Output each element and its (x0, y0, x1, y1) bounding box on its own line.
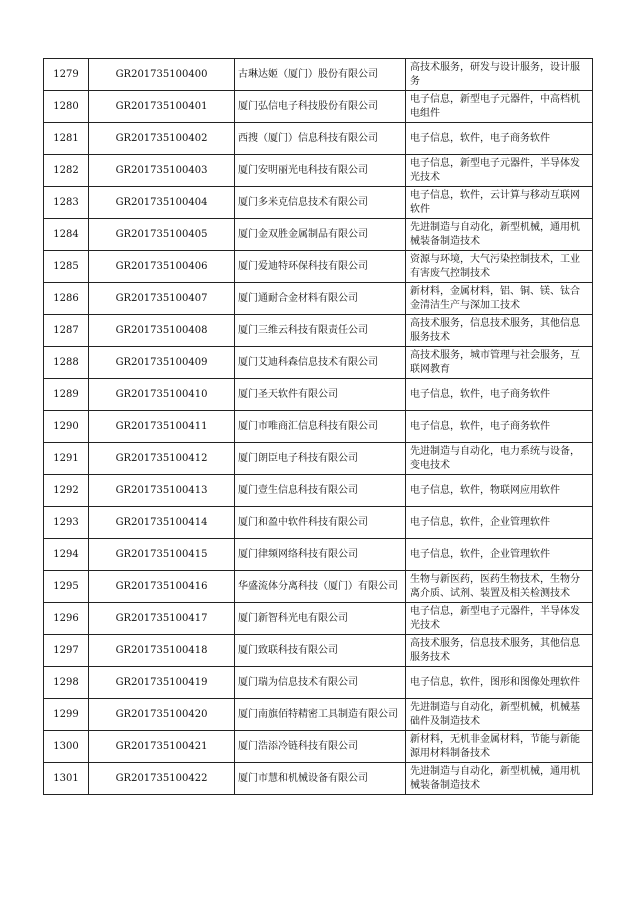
technology-field (406, 379, 593, 411)
certificate-code (89, 635, 235, 667)
row-number (44, 507, 89, 539)
row-number (44, 699, 89, 731)
company-name-text: 厦门爱迪特环保科技有限公司 (238, 260, 368, 272)
row-number-text: 1284 (53, 228, 79, 240)
company-name-text: 厦门和盈中软件科技有限公司 (238, 516, 368, 528)
row-number-text: 1290 (53, 420, 79, 432)
certificate-code-text: GR201735100421 (115, 740, 208, 752)
company-name (235, 699, 406, 731)
certificate-code-text: GR201735100403 (115, 164, 208, 176)
row-number (44, 411, 89, 443)
certificate-code (89, 699, 235, 731)
certificate-code (89, 603, 235, 635)
table-row (44, 635, 593, 667)
technology-field-text: 新材料，无机非金属材料，节能与新能源用材料制备技术 (410, 733, 580, 759)
certificate-code-text: GR201735100404 (115, 196, 208, 208)
company-name (235, 251, 406, 283)
company-name-text: 厦门朗臣电子科技有限公司 (238, 452, 358, 464)
certificate-code-text: GR201735100412 (115, 452, 208, 464)
technology-field-text: 电子信息，新型电子元器件，中高档机电组件 (410, 93, 580, 119)
company-name-text: 厦门通耐合金材料有限公司 (238, 292, 358, 304)
table-row (44, 603, 593, 635)
technology-field-text: 电子信息，软件，图形和图像处理软件 (410, 676, 580, 688)
technology-field (406, 347, 593, 379)
row-number (44, 91, 89, 123)
technology-field-text: 电子信息，软件，物联网应用软件 (410, 484, 560, 496)
company-name-text: 厦门弘信电子科技股份有限公司 (238, 100, 378, 112)
company-name (235, 59, 406, 91)
certificate-code (89, 347, 235, 379)
certificate-table (43, 58, 593, 795)
company-name-text: 厦门新智科光电有限公司 (238, 612, 348, 624)
certificate-code-text: GR201735100418 (115, 644, 208, 656)
company-name (235, 507, 406, 539)
technology-field (406, 507, 593, 539)
certificate-code-text: GR201735100410 (115, 388, 208, 400)
technology-field-text: 先进制造与自动化，电力系统与设备，变电技术 (410, 445, 580, 471)
company-name-text: 厦门市慧和机械设备有限公司 (238, 772, 368, 784)
company-name-text: 厦门壹生信息科技有限公司 (238, 484, 358, 496)
table-row (44, 59, 593, 91)
row-number (44, 283, 89, 315)
certificate-code-text: GR201735100417 (115, 612, 208, 624)
certificate-code-text: GR201735100422 (115, 772, 208, 784)
certificate-code (89, 411, 235, 443)
company-name (235, 667, 406, 699)
technology-field (406, 443, 593, 475)
table-row (44, 731, 593, 763)
certificate-code (89, 123, 235, 155)
company-name (235, 155, 406, 187)
table-row (44, 443, 593, 475)
table-row (44, 571, 593, 603)
company-name (235, 411, 406, 443)
technology-field-text: 先进制造与自动化，新型机械，通用机械装备制造技术 (410, 221, 580, 247)
certificate-code-text: GR201735100419 (115, 676, 208, 688)
row-number (44, 763, 89, 795)
company-name (235, 603, 406, 635)
table-row (44, 315, 593, 347)
certificate-code (89, 571, 235, 603)
row-number (44, 315, 89, 347)
certificate-code (89, 91, 235, 123)
row-number (44, 59, 89, 91)
technology-field-text: 先进制造与自动化，新型机械，机械基础件及制造技术 (410, 701, 580, 727)
technology-field-text: 先进制造与自动化，新型机械，通用机械装备制造技术 (410, 765, 580, 791)
technology-field (406, 91, 593, 123)
company-name (235, 635, 406, 667)
certificate-code (89, 283, 235, 315)
certificate-code (89, 539, 235, 571)
certificate-code-text: GR201735100420 (115, 708, 208, 720)
company-name-text: 厦门浩添冷链科技有限公司 (238, 740, 358, 752)
certificate-code-text: GR201735100408 (115, 324, 208, 336)
table-row (44, 699, 593, 731)
company-name (235, 347, 406, 379)
row-number-text: 1289 (53, 388, 79, 400)
certificate-code (89, 475, 235, 507)
certificate-code (89, 59, 235, 91)
certificate-code (89, 443, 235, 475)
certificate-code (89, 315, 235, 347)
row-number-text: 1288 (53, 356, 79, 368)
technology-field (406, 699, 593, 731)
table-row (44, 763, 593, 795)
certificate-code-text: GR201735100405 (115, 228, 208, 240)
row-number (44, 443, 89, 475)
technology-field (406, 763, 593, 795)
row-number-text: 1283 (53, 196, 79, 208)
company-name (235, 379, 406, 411)
technology-field (406, 187, 593, 219)
company-name-text: 厦门南旗佰特精密工具制造有限公司 (238, 708, 398, 720)
technology-field-text: 电子信息，软件，云计算与移动互联网软件 (410, 189, 580, 215)
row-number-text: 1300 (53, 740, 79, 752)
row-number (44, 539, 89, 571)
row-number-text: 1279 (53, 68, 79, 80)
technology-field-text: 高技术服务，信息技术服务，其他信息服务技术 (410, 317, 580, 343)
row-number-text: 1301 (53, 772, 79, 784)
company-name-text: 厦门三维云科技有限责任公司 (238, 324, 368, 336)
technology-field-text: 电子信息，软件，电子商务软件 (410, 388, 550, 400)
row-number-text: 1287 (53, 324, 79, 336)
row-number (44, 571, 89, 603)
table-body (44, 59, 593, 795)
company-name-text: 古琳达姬（厦门）股份有限公司 (238, 68, 378, 80)
technology-field-text: 生物与新医药，医药生物技术，生物分离介质、试剂、装置及相关检测技术 (410, 573, 580, 599)
table-row (44, 539, 593, 571)
row-number (44, 379, 89, 411)
company-name-text: 西搜（厦门）信息科技有限公司 (238, 132, 378, 144)
row-number-text: 1286 (53, 292, 79, 304)
company-name-text: 华盛流体分离科技（厦门）有限公司 (238, 580, 398, 592)
table-row (44, 251, 593, 283)
technology-field (406, 667, 593, 699)
technology-field-text: 资源与环境，大气污染控制技术，工业有害废气控制技术 (410, 253, 580, 279)
row-number-text: 1299 (53, 708, 79, 720)
company-name (235, 123, 406, 155)
row-number-text: 1291 (53, 452, 79, 464)
technology-field-text: 新材料，金属材料，铝、铜、镁、钛合金清洁生产与深加工技术 (410, 285, 580, 311)
certificate-code (89, 379, 235, 411)
table-row (44, 187, 593, 219)
technology-field (406, 315, 593, 347)
row-number (44, 667, 89, 699)
technology-field-text: 高技术服务，城市管理与社会服务，互联网教育 (410, 349, 580, 375)
certificate-code-text: GR201735100407 (115, 292, 208, 304)
row-number-text: 1294 (53, 548, 79, 560)
table-row (44, 411, 593, 443)
row-number (44, 731, 89, 763)
technology-field (406, 539, 593, 571)
certificate-code-text: GR201735100401 (115, 100, 208, 112)
certificate-code (89, 667, 235, 699)
technology-field (406, 475, 593, 507)
row-number-text: 1280 (53, 100, 79, 112)
technology-field (406, 411, 593, 443)
table-row (44, 475, 593, 507)
row-number-text: 1293 (53, 516, 79, 528)
certificate-code (89, 763, 235, 795)
row-number (44, 187, 89, 219)
technology-field (406, 635, 593, 667)
technology-field-text: 电子信息，软件，电子商务软件 (410, 420, 550, 432)
row-number (44, 155, 89, 187)
certificate-code-text: GR201735100415 (115, 548, 208, 560)
table-row (44, 123, 593, 155)
technology-field (406, 283, 593, 315)
technology-field (406, 123, 593, 155)
row-number-text: 1292 (53, 484, 79, 496)
technology-field (406, 731, 593, 763)
technology-field-text: 电子信息，新型电子元器件，半导体发光技术 (410, 605, 580, 631)
certificate-code-text: GR201735100416 (115, 580, 208, 592)
technology-field (406, 251, 593, 283)
certificate-code-text: GR201735100406 (115, 260, 208, 272)
table-row (44, 667, 593, 699)
row-number (44, 475, 89, 507)
row-number (44, 123, 89, 155)
technology-field (406, 603, 593, 635)
row-number-text: 1285 (53, 260, 79, 272)
row-number (44, 219, 89, 251)
company-name (235, 539, 406, 571)
company-name-text: 厦门市唯商汇信息科技有限公司 (238, 420, 378, 432)
technology-field-text: 高技术服务，信息技术服务，其他信息服务技术 (410, 637, 580, 663)
technology-field (406, 219, 593, 251)
technology-field (406, 571, 593, 603)
row-number (44, 603, 89, 635)
company-name (235, 315, 406, 347)
row-number (44, 251, 89, 283)
row-number-text: 1281 (53, 132, 79, 144)
certificate-code (89, 507, 235, 539)
certificate-code (89, 187, 235, 219)
technology-field-text: 电子信息，软件，企业管理软件 (410, 516, 550, 528)
table-row (44, 379, 593, 411)
company-name-text: 厦门瑞为信息技术有限公司 (238, 676, 358, 688)
technology-field-text: 电子信息，软件，企业管理软件 (410, 548, 550, 560)
company-name (235, 187, 406, 219)
certificate-code-text: GR201735100413 (115, 484, 208, 496)
technology-field (406, 155, 593, 187)
row-number-text: 1296 (53, 612, 79, 624)
table-row (44, 283, 593, 315)
technology-field-text: 电子信息，新型电子元器件，半导体发光技术 (410, 157, 580, 183)
certificate-code (89, 155, 235, 187)
technology-field-text: 高技术服务，研发与设计服务，设计服务 (410, 61, 580, 87)
company-name-text: 厦门律频网络科技有限公司 (238, 548, 358, 560)
company-name (235, 443, 406, 475)
company-name (235, 763, 406, 795)
company-name-text: 厦门艾迪科森信息技术有限公司 (238, 356, 378, 368)
company-name (235, 475, 406, 507)
table-row (44, 347, 593, 379)
certificate-code-text: GR201735100402 (115, 132, 208, 144)
technology-field (406, 59, 593, 91)
company-name-text: 厦门金双胜金属制品有限公司 (238, 228, 368, 240)
table-row (44, 507, 593, 539)
company-name-text: 厦门安明丽光电科技有限公司 (238, 164, 368, 176)
table-row (44, 219, 593, 251)
company-name (235, 731, 406, 763)
table-row (44, 155, 593, 187)
certificate-code-text: GR201735100411 (115, 420, 208, 432)
row-number-text: 1298 (53, 676, 79, 688)
row-number (44, 347, 89, 379)
certificate-code (89, 731, 235, 763)
company-name-text: 厦门致联科技有限公司 (238, 644, 338, 656)
certificate-code-text: GR201735100409 (115, 356, 208, 368)
certificate-code-text: GR201735100400 (115, 68, 208, 80)
row-number-text: 1297 (53, 644, 79, 656)
company-name (235, 91, 406, 123)
certificate-code (89, 219, 235, 251)
row-number (44, 635, 89, 667)
company-name (235, 283, 406, 315)
company-name-text: 厦门圣天软件有限公司 (238, 388, 338, 400)
company-name (235, 571, 406, 603)
row-number-text: 1295 (53, 580, 79, 592)
row-number-text: 1282 (53, 164, 79, 176)
certificate-code-text: GR201735100414 (115, 516, 208, 528)
table-row (44, 91, 593, 123)
certificate-code (89, 251, 235, 283)
company-name (235, 219, 406, 251)
technology-field-text: 电子信息，软件，电子商务软件 (410, 132, 550, 144)
company-name-text: 厦门多米克信息技术有限公司 (238, 196, 368, 208)
